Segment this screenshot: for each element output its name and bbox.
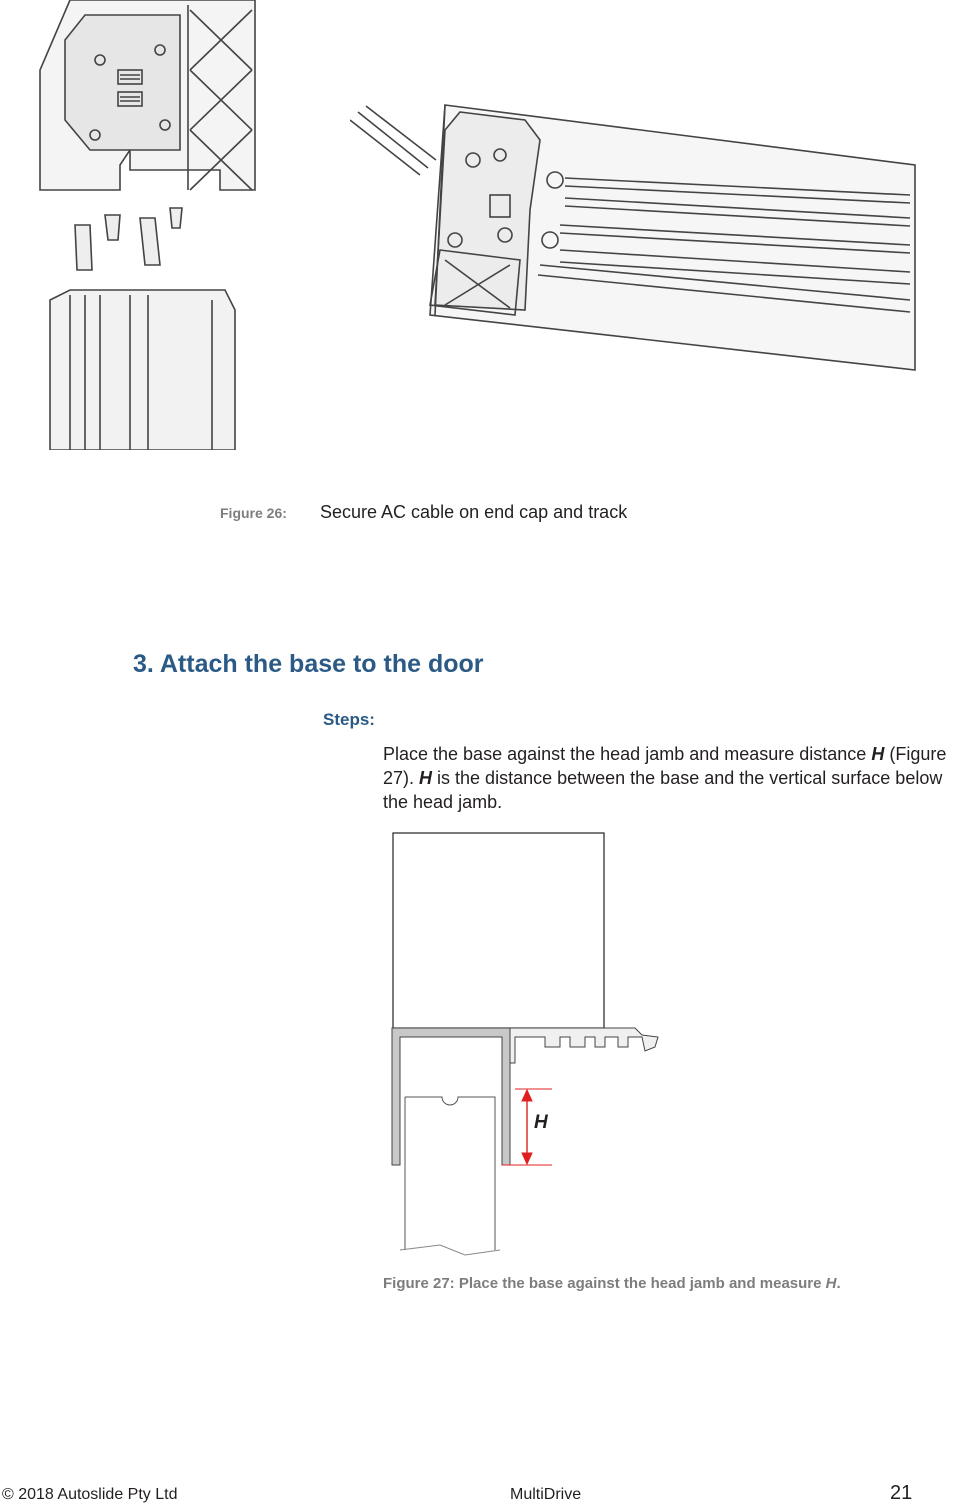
dimension-h-label: H — [534, 1112, 548, 1133]
para-text-1: Place the base against the head jamb and measure distance — [383, 744, 872, 764]
figure-26-track-illustration — [350, 100, 920, 375]
footer-copyright: © 2018 Autoslide Pty Ltd — [2, 1486, 178, 1503]
footer-product: MultiDrive — [510, 1486, 582, 1503]
para-h-2: H — [419, 768, 433, 788]
para-h-1: H — [871, 744, 885, 764]
step-paragraph — [383, 742, 966, 814]
para-text-3: is the distance between the base and the vertical surface below the head jamb. — [383, 768, 943, 812]
caption27-end: . — [836, 1275, 841, 1292]
figure-27-caption — [383, 1275, 841, 1292]
para-text-2: (Figure 27). — [383, 744, 947, 788]
steps-label: Steps: — [323, 710, 375, 729]
figure-26-label: Figure 26: — [220, 505, 287, 521]
page-number: 21 — [890, 1482, 913, 1504]
figure-26-caption: Secure AC cable on end cap and track — [320, 502, 628, 522]
caption27-text: Figure 27: Place the base against the head jamb and measure — [383, 1275, 826, 1292]
figure-26-endcap-illustration — [30, 0, 270, 450]
figure-27-diagram — [380, 825, 670, 1260]
section-heading: 3. Attach the base to the door — [133, 650, 484, 678]
caption27-h: H — [825, 1275, 837, 1292]
